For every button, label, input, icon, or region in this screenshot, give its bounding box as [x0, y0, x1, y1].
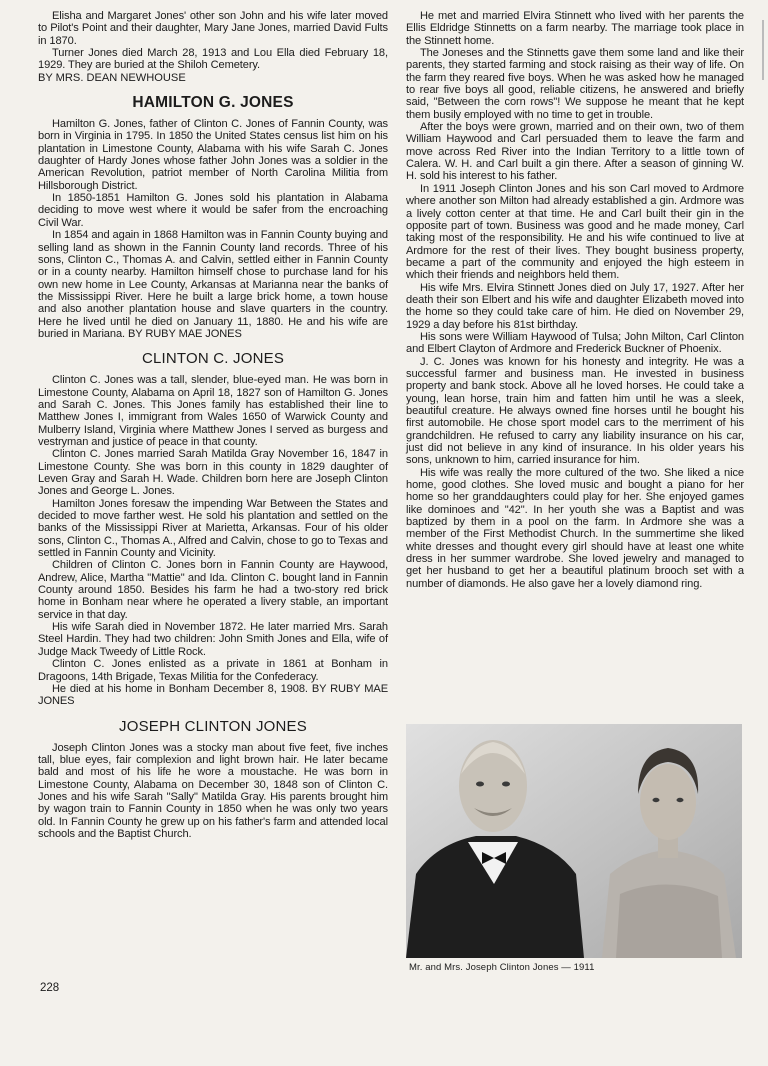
paragraph: J. C. Jones was known for his honesty and integrity. He was a successful farmer and business man. He invested in business property and bank stock. Above all he loved horses. He could take a young, lean horse, train him and fatten him until he was a sleek, beautiful creature. He always owned fine horses until he bought his first automobile. He chose sport model cars to the merriment of his grandchildren. He refused to carry any liability insurance on his car, just did not believe in any kind of insurance. In his older years his sons, unknown to him, carried insurance for him. — [406, 355, 744, 467]
paragraph: He met and married Elvira Stinnett who lived with her parents the Ellis Eldridge Stinnetts on a farm nearby. The marriage took place in the Stinnett home. — [406, 10, 744, 47]
paragraph: After the boys were grown, married and on their own, two of them William Haywood and Carl persuaded them to leave the farm and move across Red River into the Indian Territory to a little town of Calera. W. H. and Carl built a gin there. After a season of ginning W. H. sold his interest to his father. — [406, 121, 744, 183]
paragraph: Children of Clinton C. Jones born in Fannin County are Haywood, Andrew, Alice, Martha "Mattie" and Ida. Clinton C. bought land in Fannin County around 1850. Besides his farm he had a two-story red brick home in Bonham near where he operated a livery stable, an important service in that day. — [38, 559, 388, 621]
paragraph: Joseph Clinton Jones was a stocky man about five feet, five inches tall, blue eyes, fair complexion and light brown hair. He later became bald and most of his life he wore a moustache. He was born in Limestone County, Alabama on December 30, 1848 son of Clinton C. Jones and his wife Sarah "Sally" Matilda Gray. His parents brought him by wagon train to Fannin County in 1850 when he was only two years old. In Fannin County he grew up on his father's farm and attended local schools and the Baptist Church. — [38, 741, 388, 840]
paragraph: Hamilton Jones foresaw the impending War Between the States and decided to move farther west. He sold his plantation and settled on the banks of the Mississippi River at Marietta, Arkansas. Four of his older sons, Clinton C., Thomas A., Alfred and Calvin, chose to go to Texas and settled in Fannin County and Vicinity. — [38, 497, 388, 560]
paragraph: He died at his home in Bonham December 8, 1908. BY RUBY MAE JONES — [38, 682, 388, 708]
paragraph: Clinton C. Jones enlisted as a private in 1861 at Bonham in Dragoons, 14th Brigade, Texas Militia for the Confederacy. — [38, 658, 388, 683]
paragraph: His wife was really the more cultured of the two. She liked a nice home, good clothes. She loved music and bought a piano for her home so her granddaughters could play for her. She enjoyed games like dominoes and "42". In her youth she was a Baptist and was baptized by them in a pool on the farm. In Ardmore she was a member of the First Methodist Church. In the summertime she liked white dresses and thought every girl should have at least one white dress in her summer wardrobe. She loved jewelry and managed to get her husband to get her a beautiful platinum brooch set with a number of diamonds. He also gave her a lovely diamond ring. — [406, 466, 744, 590]
paragraph: His wife Mrs. Elvira Stinnett Jones died on July 17, 1927. After her death their son Elbert and his wife and daughter Elizabeth moved into the home so they could take care of him. He died on November 29, 1929 a day before his 81st birthday. — [406, 281, 744, 331]
paragraph: In 1911 Joseph Clinton Jones and his son Carl moved to Ardmore where another son Milton had already established a gin. Ardmore was a lively cotton center at that time. He and Carl built their gin in the opposite part of town. Business was good and he made money, Carl taking most of the responsibility. He and his wife continued to live at Ardmore for the rest of their lives. They bought business property, became a part of the community and enjoyed the high esteem in which their friends and neighbors held them. — [406, 182, 744, 282]
intro-byline: BY MRS. DEAN NEWHOUSE — [38, 71, 186, 84]
paragraph: His sons were William Haywood of Tulsa; John Milton, Carl Clinton and Elbert Clayton of Ardmore and Frederick Buckner of Phoenix. — [406, 330, 744, 356]
portrait-photo — [406, 724, 742, 958]
paragraph: The Joneses and the Stinnetts gave them some land and like their parents, they started farming and stock raising as their way of life. On the farm they reared five boys. When he was asked how he managed to rear five boys all good, reliable citizens, he answered and briefly said, "Between the corn rows"! We suppose he meant that he kept them busily employed with no time to get in trouble. — [406, 47, 744, 121]
section-heading-joseph: JOSEPH CLINTON JONES — [119, 717, 307, 735]
left-column — [38, 10, 388, 840]
section-heading-hamilton: HAMILTON G. JONES — [132, 94, 294, 112]
paragraph: Clinton C. Jones was a tall, slender, blue-eyed man. He was born in Limestone County, Alabama on April 18, 1827 son of Hamilton G. Jones and Sarah C. Jones. This Jones family has established their line to Matthew Jones I, immigrant from Wales 1650 of Warwick County and Mulberry Island, Virginia where Matthew Jones I served as burgess and vestryman and justice of peace in that county. — [38, 374, 388, 448]
intro-paragraph: Turner Jones died March 28, 1913 and Lou Ella died February 18, 1929. They are buried at the Shiloh Cemetery. — [38, 47, 388, 72]
paragraph: Clinton C. Jones married Sarah Matilda Gray November 16, 1847 in Limestone County. She was born in this county in 1829 daughter of Leven Gray and Sarah H. Wade. Children born here are Joseph Clinton Jones and George L. Jones. — [38, 448, 388, 498]
page-number: 228 — [40, 982, 60, 994]
photo-caption: Mr. and Mrs. Joseph Clinton Jones — 1911 — [409, 962, 595, 973]
right-column — [406, 10, 744, 590]
section-heading-clinton: CLINTON C. JONES — [141, 350, 285, 368]
intro-paragraph: Elisha and Margaret Jones' other son John and his wife later moved to Pilot's Point and their daughter, Mary Jane Jones, married David Fults in 1870. — [38, 10, 388, 47]
paragraph: In 1850-1851 Hamilton G. Jones sold his plantation in Alabama deciding to move west where it would be safer from the encroaching Civil War. — [38, 192, 388, 229]
page-edge-mark — [762, 20, 764, 80]
paragraph: In 1854 and again in 1868 Hamilton was in Fannin County buying and selling land as shown in the Fannin County land records. Three of his sons, Clinton C., Thomas A. and Calvin, settled either in Fannin County or in a county nearby. Hamilton himself chose to purchase land for his own new home in Lee County, Arkansas at Marianna near the banks of the Mississippi River. Here he built a large brick home, a town house and also another plantation house and slave quarters in the country. Here he lived until he died on January 11, 1880. He and his wife are buried in Mariana. BY RUBY MAE JONES — [38, 229, 388, 340]
paragraph: Hamilton G. Jones, father of Clinton C. Jones of Fannin County, was born in Virginia in 1795. In 1850 the United States census list him on his plantation in Limestone County, Alabama with his wife Sarah C. Jones daughter of Hardy Jones whose father John Jones was a soldier in the American Revolution, patriot member of North Carolina Militia from Hillsborough District. — [38, 118, 388, 192]
paragraph: His wife Sarah died in November 1872. He later married Mrs. Sarah Steel Hardin. They had two children: John Smith Jones and Ella, wife of Judge Mack Tweedy of Little Rock. — [38, 621, 388, 658]
